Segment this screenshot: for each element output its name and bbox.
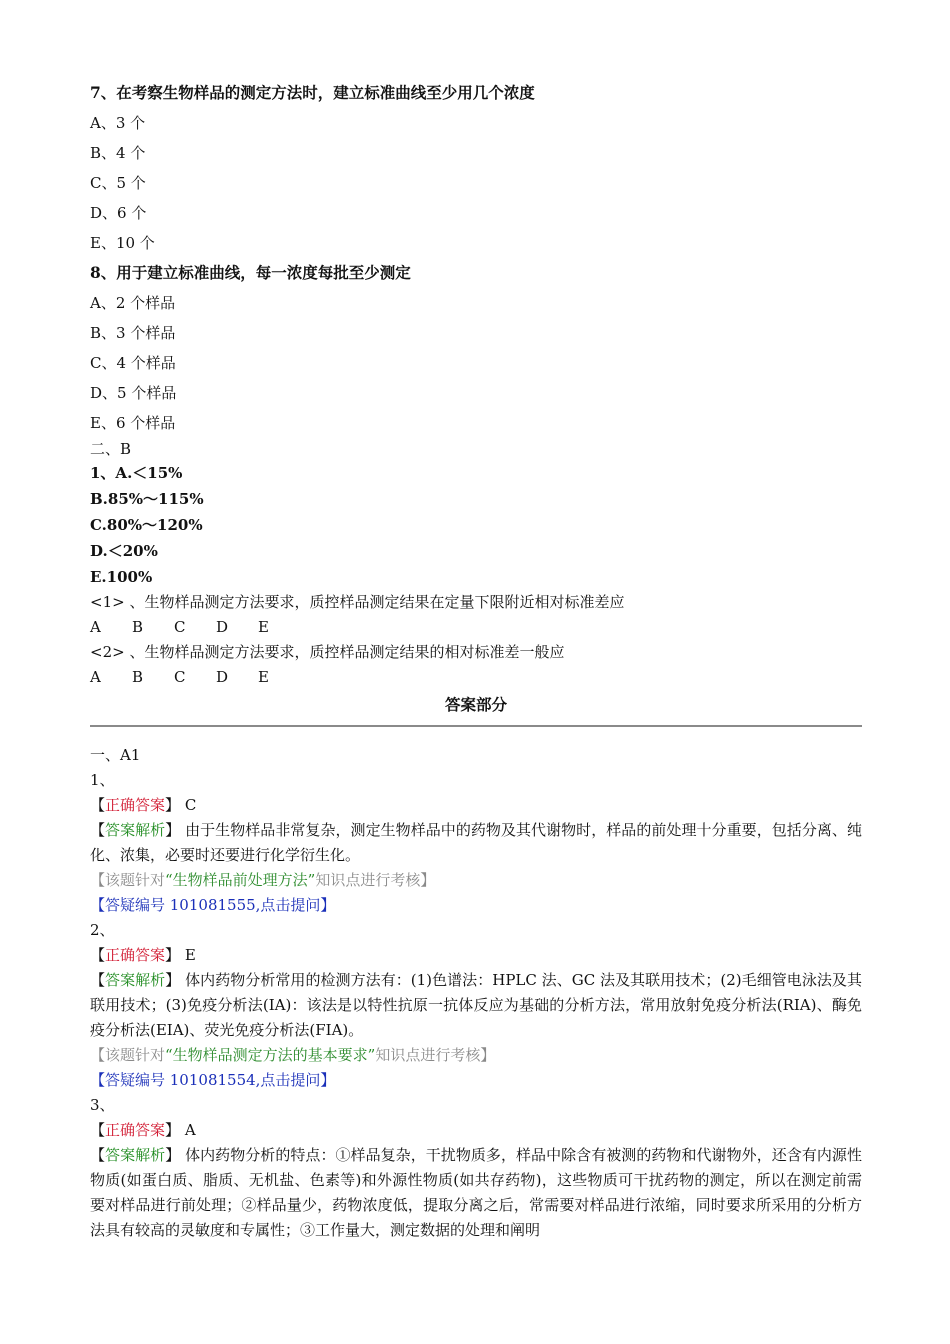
analysis-row: 【答案解析】 由于生物样品非常复杂，测定生物样品中的药物及其代谢物时，样品的前处理十分重要，包括分离、纯化、浓集，必要时还要进行化学衍生化。 — [90, 821, 862, 864]
answer-item-number: 1、 — [90, 771, 115, 789]
analysis-text: 由于生物样品非常复杂，测定生物样品中的药物及其代谢物时，样品的前处理十分重要，包括分离、纯化、浓集，必要时还要进行化学衍生化。 — [90, 821, 862, 864]
answer-section-title: 答案部分 — [444, 695, 507, 714]
correct-answer-label: 正确答案 — [105, 946, 166, 964]
answer-heading: 一、A1 — [90, 746, 141, 764]
analysis-text: 体内药物分析的特点：①样品复杂，干扰物质多，样品中除含有被测的药物和代谢物外，还含有内源性物质(如蛋白质、脂质、无机盐、色素等)和外源性物质(如共存药物)，这些物质可干扰药物的测定，所以在测定前需要对样品进行前处理；②样品量少，药物浓度低，提取分离之后，常需要对样品进行浓缩，同时要求所采用的分析方法具有较高的灵敏度和专属性；③工作量大，测定数据的处理和阐明 — [90, 1146, 862, 1239]
analysis-label: 答案解析 — [105, 1146, 166, 1164]
knowledge-point-topic[interactable]: “生物样品测定方法的基本要求” — [165, 1046, 376, 1064]
choice-letter[interactable]: D — [216, 618, 229, 636]
subquestion-choices — [90, 615, 862, 640]
section-divider — [90, 725, 862, 727]
correct-answer-value: E — [184, 946, 196, 964]
choice-letter[interactable]: B — [132, 668, 144, 686]
analysis-row: 【答案解析】 体内药物分析常用的检测方法有：(1)色谱法：HPLC 法、GC 法及其联用技术；(2)毛细管电泳法及其联用技术；(3)免疫分析法(IA)：该法是以特性抗原一抗体反应为基础的分析方法，常用放射免疫分析法(RIA)、酶免疫分析法(EIA)、荧光免疫分析法(FIA)。 — [90, 971, 862, 1039]
qa-link[interactable]: 【答疑编号 101081555,点击提问】 — [90, 896, 336, 914]
choice-letter[interactable]: D — [216, 668, 229, 686]
question-title: 7、在考察生物样品的测定方法时，建立标准曲线至少用几个浓度 — [90, 83, 535, 102]
option-item: E、6 个样品 — [90, 414, 176, 432]
choice-letter[interactable]: C — [174, 618, 186, 636]
correct-answer-row: 【正确答案】 C — [90, 796, 197, 814]
option-item: C、5 个 — [90, 174, 146, 192]
analysis-label: 答案解析 — [105, 971, 166, 989]
subquestion-text: <1> 、生物样品测定方法要求，质控样品测定结果在定量下限附近相对标准差应 — [90, 593, 625, 611]
choice-letter[interactable]: C — [174, 668, 186, 686]
section-heading: 二、B — [90, 440, 132, 458]
option-item: D、5 个样品 — [90, 384, 177, 402]
question-title: 8、用于建立标准曲线，每一浓度每批至少测定 — [90, 263, 411, 282]
correct-answer-row: 【正确答案】 E — [90, 946, 196, 964]
choice-letter[interactable]: A — [90, 668, 101, 686]
shared-option: D.＜20% — [90, 542, 158, 560]
subquestion-text: <2> 、生物样品测定方法要求，质控样品测定结果的相对标准差一般应 — [90, 643, 565, 661]
correct-answer-label: 正确答案 — [105, 796, 166, 814]
shared-option: E.100% — [90, 568, 153, 586]
analysis-text: 体内药物分析常用的检测方法有：(1)色谱法：HPLC 法、GC 法及其联用技术；(2)毛细管电泳法及其联用技术；(3)免疫分析法(IA)：该法是以特性抗原一抗体反应为基础的分析方法，常用放射免疫分析法(RIA)、酶免疫分析法(EIA)、荧光免疫分析法(FIA)。 — [90, 971, 862, 1039]
option-item: A、3 个 — [90, 114, 146, 132]
choice-letter[interactable]: B — [132, 618, 144, 636]
shared-option: B.85%～115% — [90, 490, 204, 508]
analysis-row: 【答案解析】 体内药物分析的特点：①样品复杂，干扰物质多，样品中除含有被测的药物和代谢物外，还含有内源性物质(如蛋白质、脂质、无机盐、色素等)和外源性物质(如共存药物)，这些物质可干扰药物的测定，所以在测定前需要对样品进行前处理；②样品量少，药物浓度低，提取分离之后，常需要对样品进行浓缩，同时要求所采用的分析方法具有较高的灵敏度和专属性；③工作量大，测定数据的处理和阐明 — [90, 1146, 862, 1239]
knowledge-point: 【该题针对“生物样品测定方法的基本要求”知识点进行考核】 — [90, 1046, 496, 1064]
correct-answer-row: 【正确答案】 A — [90, 1121, 196, 1139]
correct-answer-label: 正确答案 — [105, 1121, 166, 1139]
answer-item-number: 3、 — [90, 1096, 115, 1114]
subquestion-choices — [90, 665, 862, 690]
option-item: A、2 个样品 — [90, 294, 176, 312]
shared-option: C.80%～120% — [90, 516, 203, 534]
option-item: D、6 个 — [90, 204, 147, 222]
choice-letter[interactable]: E — [258, 618, 269, 636]
option-item: C、4 个样品 — [90, 354, 176, 372]
correct-answer-value: C — [184, 796, 197, 814]
correct-answer-value: A — [184, 1121, 196, 1139]
document-page — [90, 78, 862, 1243]
option-item: B、3 个样品 — [90, 324, 176, 342]
option-item: B、4 个 — [90, 144, 146, 162]
shared-option: 1、A.＜15% — [90, 464, 183, 482]
knowledge-point: 【该题针对“生物样品前处理方法”知识点进行考核】 — [90, 871, 436, 889]
option-item: E、10 个 — [90, 234, 155, 252]
analysis-label: 答案解析 — [105, 821, 166, 839]
knowledge-point-topic[interactable]: “生物样品前处理方法” — [165, 871, 316, 889]
qa-link[interactable]: 【答疑编号 101081554,点击提问】 — [90, 1071, 336, 1089]
choice-letter[interactable]: E — [258, 668, 269, 686]
answer-item-number: 2、 — [90, 921, 115, 939]
choice-letter[interactable]: A — [90, 618, 101, 636]
